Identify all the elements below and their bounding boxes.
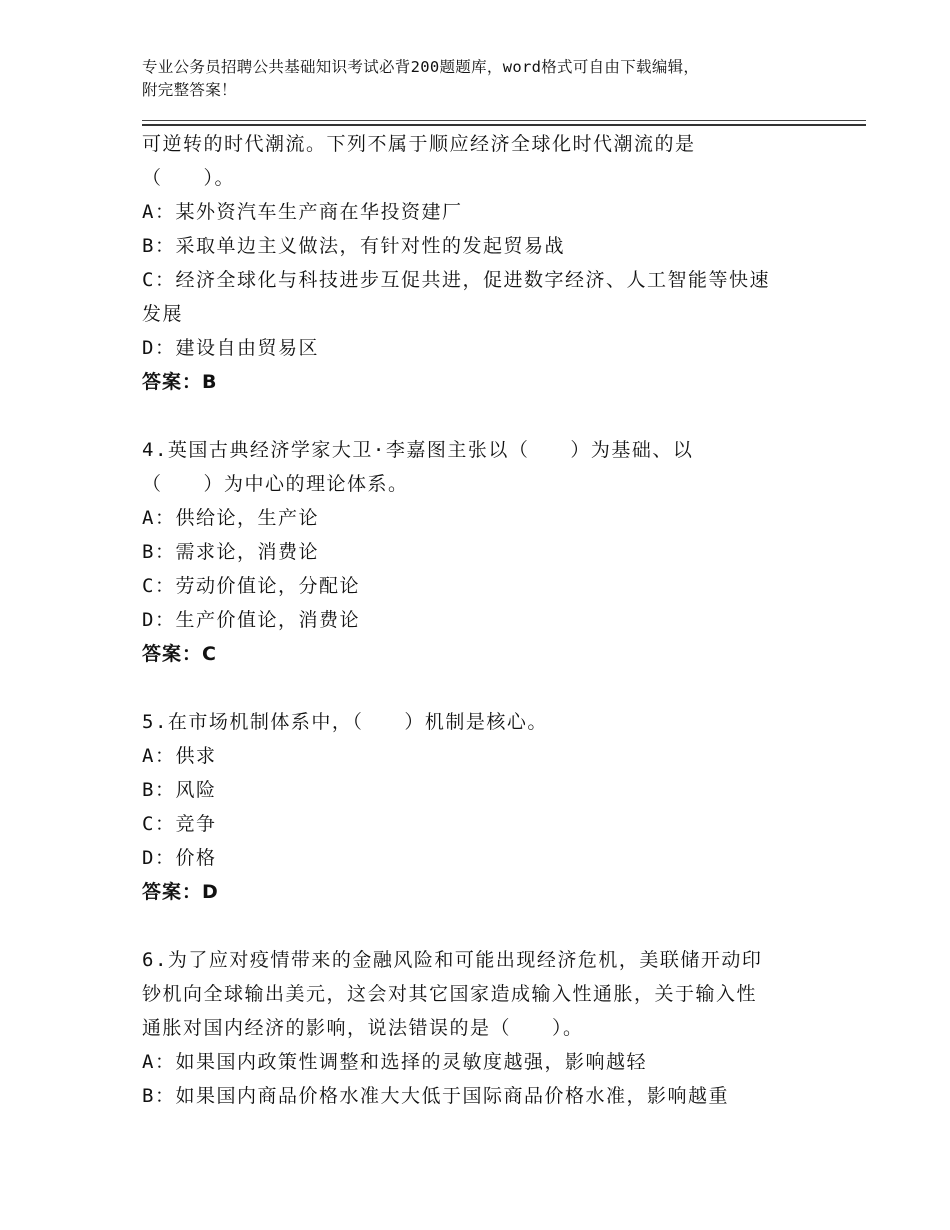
option-c-continued: 发展 [142, 303, 184, 325]
document-body [142, 127, 822, 1113]
question-3 [142, 127, 822, 399]
header-divider-thin [142, 120, 866, 121]
option-c: C：劳动价值论，分配论 [142, 575, 360, 597]
question-6 [142, 943, 822, 1113]
answer: 答案：B [142, 371, 218, 393]
question-stem: 4.英国古典经济学家大卫·李嘉图主张以（ ）为基础、以 [142, 439, 694, 461]
header-line-2: 附完整答案！ [142, 81, 237, 99]
option-b: B：需求论，消费论 [142, 541, 319, 563]
question-stem: 通胀对国内经济的影响，说法错误的是（ ）。 [142, 1017, 584, 1039]
option-b: B：采取单边主义做法，有针对性的发起贸易战 [142, 235, 565, 257]
option-a: A：供给论，生产论 [142, 507, 319, 529]
header-divider-thick [142, 124, 866, 126]
header-line-1: 专业公务员招聘公共基础知识考试必背200题题库，word格式可自由下载编辑， [142, 58, 700, 76]
option-d: D：生产价值论，消费论 [142, 609, 360, 631]
option-c: C：竞争 [142, 813, 217, 835]
option-a: A：如果国内政策性调整和选择的灵敏度越强，影响越轻 [142, 1051, 647, 1073]
question-stem: 可逆转的时代潮流。下列不属于顺应经济全球化时代潮流的是 [142, 133, 696, 155]
option-b: B：如果国内商品价格水准大大低于国际商品价格水准，影响越重 [142, 1085, 729, 1107]
answer: 答案：D [142, 881, 219, 903]
option-a: A：供求 [142, 745, 217, 767]
page-header [142, 56, 822, 102]
option-c: C：经济全球化与科技进步互促共进，促进数字经济、人工智能等快速 [142, 269, 770, 291]
question-stem: 6.为了应对疫情带来的金融风险和可能出现经济危机，美联储开动印 [142, 949, 763, 971]
question-5 [142, 705, 822, 909]
question-stem: 钞机向全球输出美元，这会对其它国家造成输入性通胀，关于输入性 [142, 983, 758, 1005]
option-d: D：建设自由贸易区 [142, 337, 319, 359]
question-stem: （ ）为中心的理论体系。 [142, 473, 409, 495]
option-a: A：某外资汽车生产商在华投资建厂 [142, 201, 463, 223]
option-b: B：风险 [142, 779, 217, 801]
option-d: D：价格 [142, 847, 217, 869]
answer: 答案：C [142, 643, 217, 665]
question-stem: （ ）。 [142, 167, 236, 189]
question-stem: 5.在市场机制体系中，（ ）机制是核心。 [142, 711, 548, 733]
question-4 [142, 433, 822, 671]
